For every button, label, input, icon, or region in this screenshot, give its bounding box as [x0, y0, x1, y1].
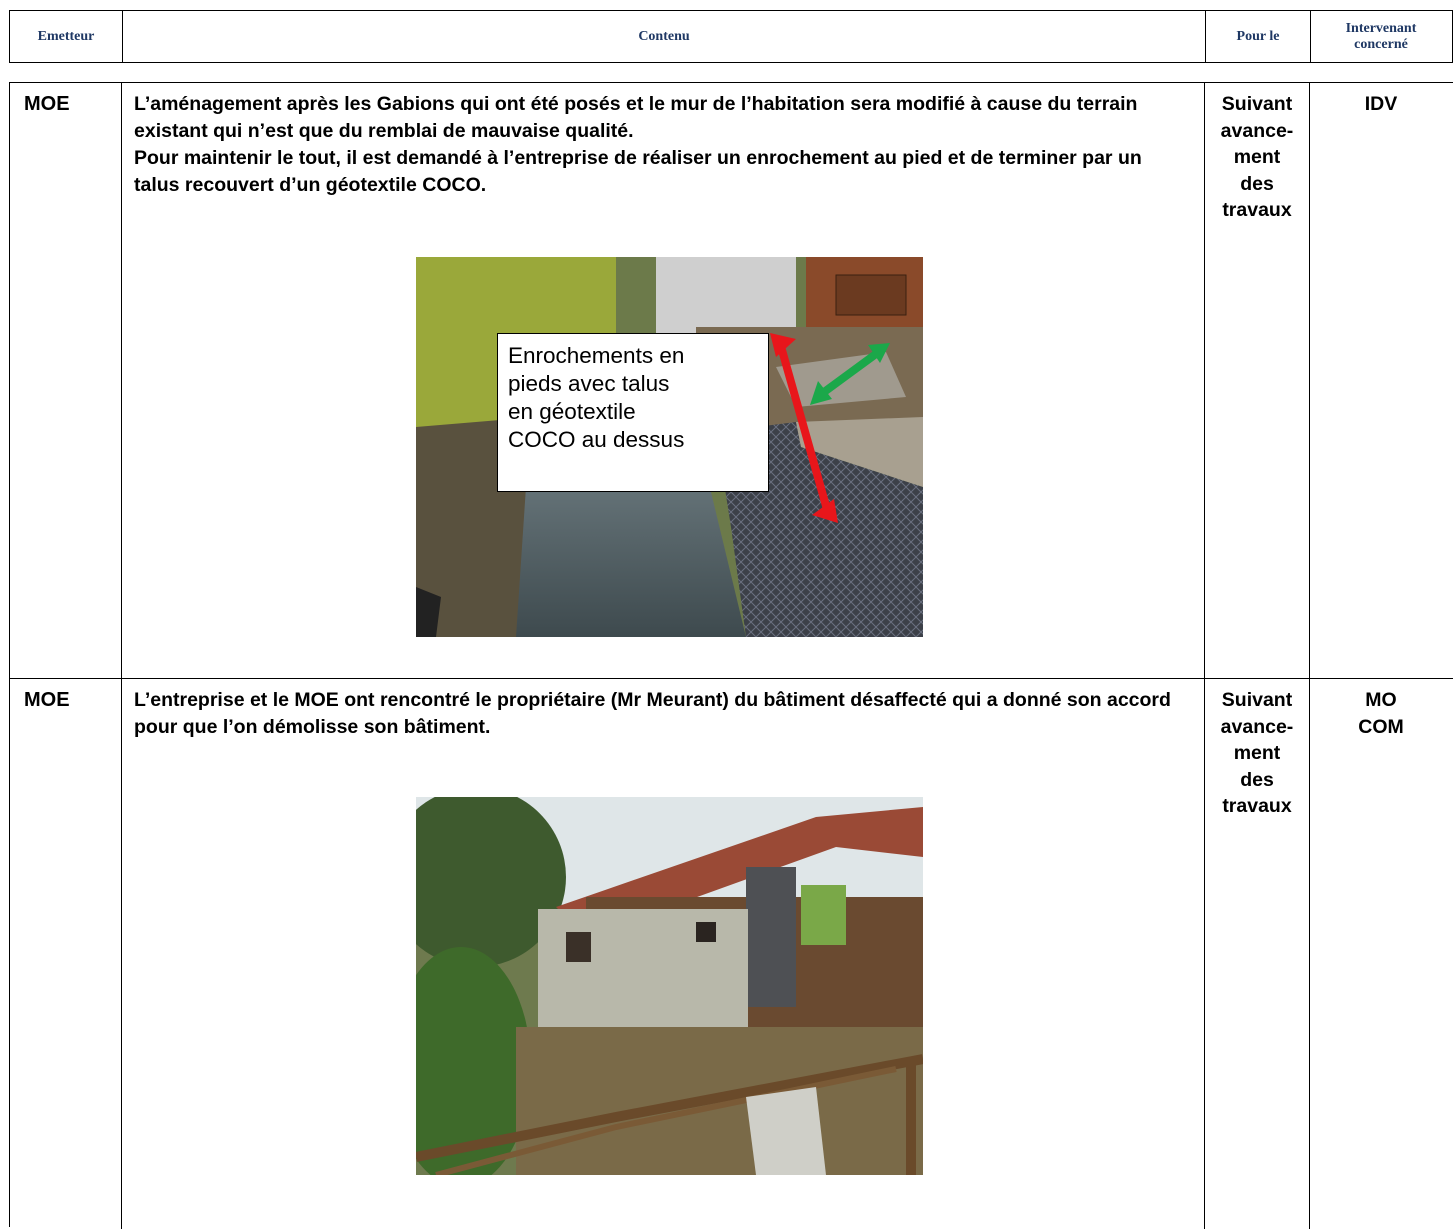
- intervenant-line: IDV: [1364, 93, 1398, 115]
- photo-callout: [497, 333, 769, 492]
- contenu-text: [122, 83, 1204, 199]
- pour-le-line: avance-: [1220, 119, 1294, 142]
- contenu-cell: [122, 83, 1205, 678]
- intervenant-cell: [1310, 83, 1452, 678]
- table-row: [10, 679, 1453, 1229]
- contenu-paragraph: L’entreprise et le MOE ont rencontré le propriétaire (Mr Meurant) du bâtiment désaffecté qui a donné son accord pour que l’on démolisse son bâtiment.: [134, 689, 1171, 738]
- pour-le-line: ment: [1233, 146, 1281, 168]
- pour-le-line: des: [1240, 172, 1274, 195]
- pour-le-value: [1205, 83, 1309, 224]
- pour-le-line: des: [1240, 768, 1274, 791]
- contenu-paragraph: L’aménagement après les Gabions qui ont été posés et le mur de l’habitation sera modifié à cause du terrain existant qui n’est que du remblai de mauvaise qualité.: [134, 93, 1138, 142]
- minutes-table: [9, 82, 1453, 1227]
- pour-le-value: [1205, 679, 1309, 820]
- intervenant-value: [1310, 679, 1452, 740]
- callout-line: pieds avec talus: [508, 371, 670, 396]
- green-arrow: [820, 351, 880, 395]
- intervenant-line: COM: [1358, 715, 1404, 738]
- callout-line: en géotextile: [508, 399, 636, 424]
- intervenant-cell: [1310, 679, 1452, 1229]
- emetteur-value: MOE: [24, 689, 70, 711]
- header-pour-le: Pour le: [1206, 11, 1311, 62]
- table-header: [9, 10, 1453, 63]
- contenu-paragraph: Pour maintenir le tout, il est demandé à l’entreprise de réaliser un enrochement au pied et de terminer par un talus recouvert d’un géotextile COCO.: [134, 147, 1142, 196]
- pour-le-cell: [1205, 679, 1310, 1229]
- building-photo: [416, 797, 923, 1175]
- contenu-text: [122, 679, 1204, 741]
- header-intervenant-line-1: Intervenant: [1345, 20, 1417, 36]
- callout-line: COCO au dessus: [508, 427, 685, 452]
- header-emetteur: Emetteur: [10, 11, 123, 62]
- red-arrow: [780, 343, 828, 513]
- callout-line: Enrochements en: [508, 343, 685, 368]
- arrow-annotations: [762, 323, 902, 533]
- pour-le-line: travaux: [1222, 795, 1292, 817]
- header-intervenant-line-2: concerné: [1354, 36, 1408, 52]
- header-intervenant: [1311, 11, 1451, 62]
- header-contenu: Contenu: [123, 11, 1206, 62]
- table-row: [10, 83, 1453, 679]
- pour-le-line: ment: [1233, 742, 1281, 764]
- pour-le-line: avance-: [1220, 715, 1294, 738]
- pour-le-line: Suivant: [1221, 689, 1293, 711]
- emetteur-cell: [10, 83, 122, 678]
- emetteur-cell: [10, 679, 122, 1229]
- pour-le-line: travaux: [1222, 199, 1292, 221]
- intervenant-line: MO: [1365, 689, 1397, 711]
- pour-le-line: Suivant: [1221, 93, 1293, 115]
- pour-le-cell: [1205, 83, 1310, 678]
- contenu-cell: [122, 679, 1205, 1229]
- emetteur-value: MOE: [24, 93, 70, 115]
- intervenant-value: [1310, 83, 1452, 118]
